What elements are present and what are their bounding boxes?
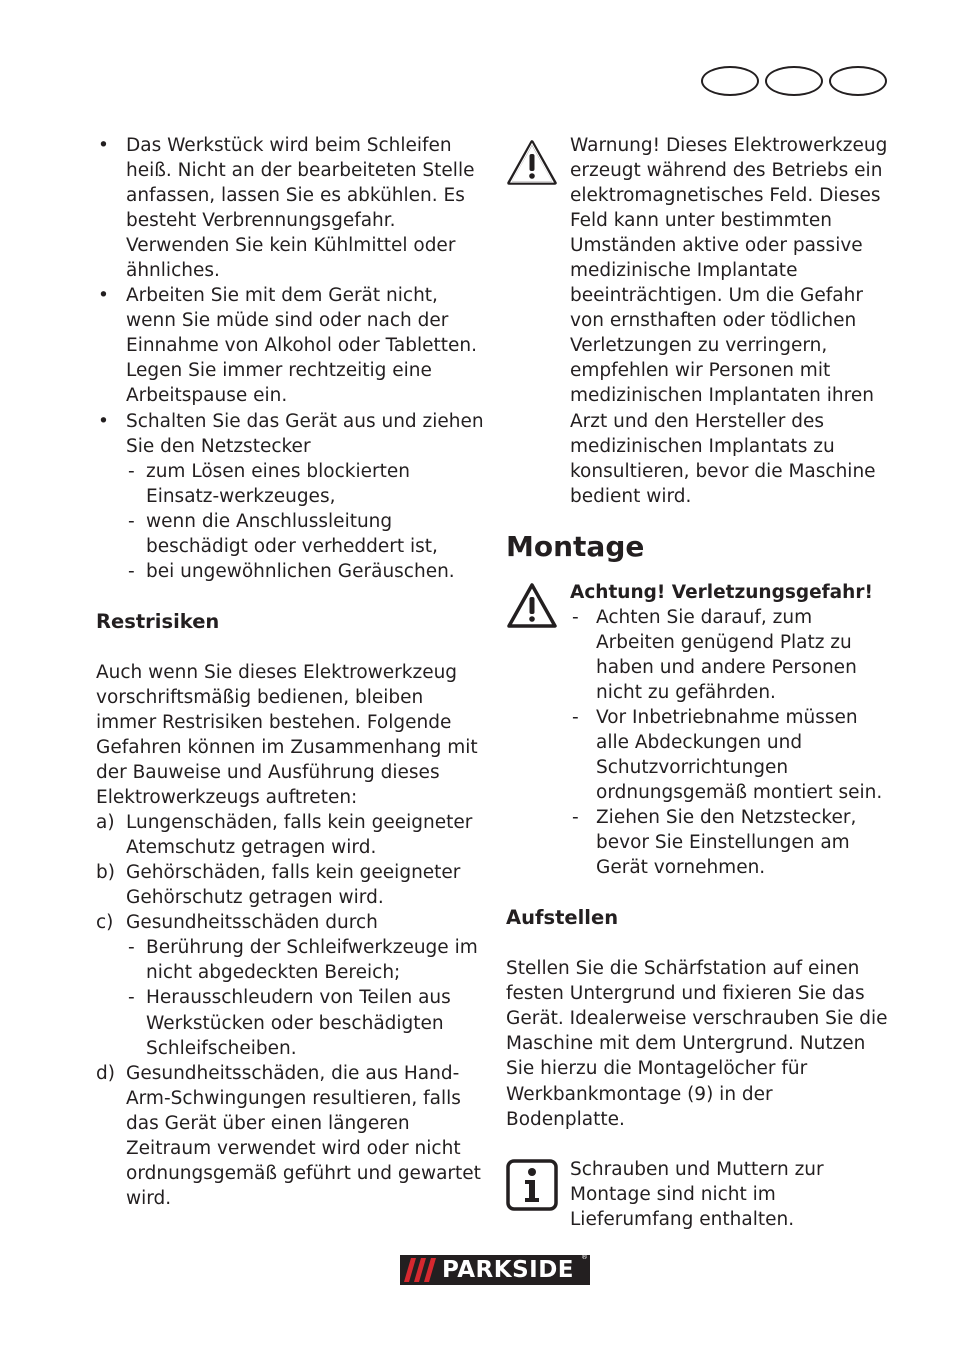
restrisiken-intro: Auch wenn Sie dieses Elektrowerkzeug vorschriftsmäßig bedienen, bleiben immer Restrisiken bestehen. Folgende Gefahren können im Zusammenhang mit der Bauweise und Ausführung dieses Elektrowerkzeugs auftreten: [96,661,478,809]
dash-item: - Berührung der Schleifwerkzeuge im nicht abgedeckten Bereich; [126,935,486,985]
logo-text: PARKSIDE [442,1257,575,1283]
language-badge [829,66,887,96]
info-icon [506,1159,558,1211]
restrisiken-heading: Restrisiken [96,609,220,633]
bullet-item: • Arbeiten Sie mit dem Gerät nicht, wenn Sie müde sind oder nach der Einnahme von Alkohol oder Tabletten. Legen Sie immer rechtzeitig eine Arbeitspause ein. [96,283,486,408]
right-column [506,133,896,1232]
parkside-logo [398,1252,592,1288]
bullet-item: • Das Werkstück wird beim Schleifen heiß. Nicht an der bearbeiteten Stelle anfassen, lassen Sie es abkühlen. Es besteht Verbrennungsgefahr. Verwenden Sie kein Kühlmittel oder ähnliches. [96,133,486,283]
aufstellen-text: Stellen Sie die Schärfstation auf einen festen Untergrund und fixieren Sie das Gerät. Idealerweise verschrauben Sie die Maschine mit dem Untergrund. Nutzen Sie hierzu die Montagelöcher für Werkbankmontage (9) in der Bodenplatte. [506,958,888,1130]
risk-item: b) Gehörschäden, falls kein geeigneter Gehörschutz getragen wird. [96,862,461,909]
warning-triangle-icon [506,582,558,630]
info-text: Schrauben und Muttern zur Montage sind nicht im Lieferumfang enthalten. [570,1158,824,1230]
dash-item: - wenn die Anschlussleitung beschädigt oder verheddert ist, [126,509,486,559]
registered-mark: ® [581,1253,588,1261]
netzstecker-subitems [126,459,486,584]
left-column [96,133,486,1211]
risk-c-subitems [126,935,486,1060]
dash-item: - zum Lösen eines blockierten Einsatz-werkzeuges, [126,459,486,509]
language-badge [765,66,823,96]
restrisiken-list [96,810,486,1211]
dash-item: - Achten Sie darauf, zum Arbeiten genügend Platz zu haben und andere Personen nicht zu gefährden. [570,605,896,705]
warning-text: Warnung! Dieses Elektrowerkzeug erzeugt während des Betriebs ein elektromagnetisches Feld. Dieses Feld kann unter bestimmten Umständen aktive oder passive medizinische Implantate beeinträchtigen. Um die Gefahr von ernsthaften oder tödlichen Verletzungen zu verringern, empfehlen wir Personen mit medizinischen Implantaten ihren Arzt und den Hersteller des medizinischen Implantats zu konsultieren, bevor die Maschine bedient wird. [570,135,888,507]
risk-item: a) Lungenschäden, falls kein geeigneter Atemschutz getragen wird. [96,812,473,859]
dash-item: - Herausschleudern von Teilen aus Werkstücken oder beschädigten Schleifscheiben. [126,985,486,1060]
caution-title: Achtung! Verletzungsgefahr! [570,581,873,603]
warning-triangle-icon [506,139,558,187]
risk-item: c) Gesundheitsschäden durch - Berührung der Schleifwerkzeuge im nicht abgedeckten Bereich; - Herausschleudern von Teilen aus Werkstücken oder beschädigten Schleifscheiben. [96,910,486,1060]
safety-bullet-list [96,133,486,584]
risk-item: d) Gesundheitsschäden, die aus Hand-Arm-Schwingungen resultieren, falls das Gerät über einen längeren Zeitraum verwendet wird oder nicht ordnungsgemäß geführt und gewartet wird. [96,1062,481,1209]
info-notice [506,1157,896,1232]
montage-heading: Montage [506,529,645,563]
bullet-item: • Schalten Sie das Gerät aus und ziehen Sie den Netzstecker - zum Lösen eines blockierten Einsatz-werkzeuges, - wenn die Anschlussleitung beschädigt oder verheddert ist, - bei ungewöhnlichen Geräuschen. [96,409,486,584]
language-badges [701,66,889,100]
dash-item: - Vor Inbetriebnahme müssen alle Abdeckungen und Schutzvorrichtungen ordnungsgemäß montiert sein. [570,705,896,805]
language-badge [701,66,759,96]
aufstellen-heading: Aufstellen [506,906,619,930]
injury-caution [506,580,896,881]
caution-list [570,605,896,881]
dash-item: - bei ungewöhnlichen Geräuschen. [126,559,486,584]
emf-warning [506,133,896,509]
dash-item: - Ziehen Sie den Netzstecker, bevor Sie Einstellungen am Gerät vornehmen. [570,805,896,880]
